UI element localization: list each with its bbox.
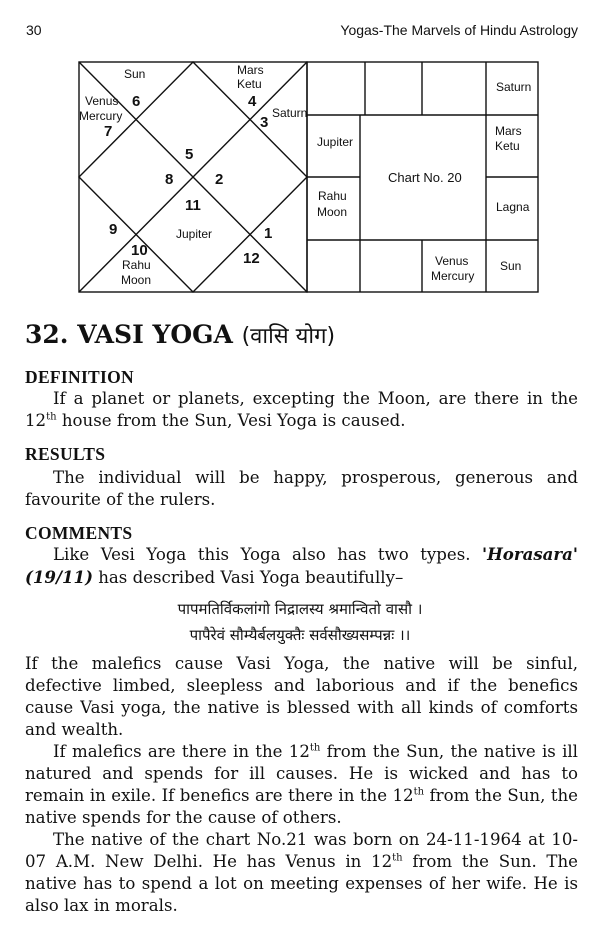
cell-label: Rahu: [318, 189, 347, 203]
cell-label: Sun: [500, 259, 522, 273]
house-label: Jupiter: [176, 227, 213, 241]
definition-heading: DEFINITION: [25, 367, 134, 387]
paragraph-2: If malefics are there in the 12th from the Sun, the native is ill natured and spends for ill causes. He is wicked and has to remain in exile. If benefics are there in the 12th from the Sun, the native spends for the cause of others.: [25, 742, 579, 827]
house-number: 4: [248, 93, 257, 110]
house-number: 6: [132, 93, 141, 110]
house-label: Saturn: [272, 106, 308, 120]
paragraph-3: The native of the chart No.21 was born on 24-11-1964 at 10-07 A.M. New Delhi. He has Venus in 12th from the Sun. The native has to spend a lot on meeting expenses of her wife. He is also lax in morals.: [25, 830, 578, 915]
house-number: 8: [165, 171, 174, 188]
house-number: 5: [185, 146, 194, 163]
cell-label: Lagna: [496, 200, 530, 214]
house-label: Ketu: [237, 77, 262, 91]
comments-heading: COMMENTS: [25, 523, 133, 543]
comments-text: Like Vesi Yoga this Yoga also has two types. 'Horasara' (19/11) has described Vasi Yoga beautifully–: [25, 544, 578, 587]
definition-text: If a planet or planets, excepting the Moon, are there in the 12th house from the Sun, Vesi Yoga is caused.: [25, 389, 578, 430]
house-number: 2: [215, 171, 224, 188]
birth-charts: [0, 0, 600, 300]
house-number: 11: [185, 197, 201, 214]
sanskrit-verse-line-2: पापैरेवं सौम्यैर्बलयुक्तैः सर्वसौख्यसम्पन्नः ।।: [189, 626, 411, 644]
house-number: 9: [109, 221, 118, 238]
house-number: 3: [260, 114, 269, 131]
cell-label: Moon: [317, 205, 348, 219]
south-chart-labels: [317, 80, 531, 283]
results-text: The individual will be happy, prosperous, generous and favourite of the rulers.: [25, 468, 578, 509]
sanskrit-verse-line-1: पापमतिर्विकलांगो निद्रालस्य श्रमान्वितो वासौ ।: [177, 600, 423, 618]
house-label: Mercury: [79, 109, 123, 123]
cell-label: Mercury: [431, 269, 475, 283]
house-label: Mars: [237, 63, 264, 77]
house-label: Venus: [85, 94, 119, 108]
cell-label: Jupiter: [317, 135, 354, 149]
house-label: Sun: [124, 67, 146, 81]
cell-label: Venus: [435, 254, 469, 268]
paragraph-1: If the malefics cause Vasi Yoga, the native will be sinful, defective limbed, sleepless and laborious and if the benefics cause Vasi yoga, the native is blessed with all kinds of comforts and wealth.: [25, 654, 578, 739]
results-heading: RESULTS: [25, 444, 106, 464]
running-title: Yogas-The Marvels of Hindu Astrology: [340, 22, 578, 38]
house-label: Moon: [121, 273, 152, 287]
house-number: 7: [104, 123, 113, 140]
page-number: 30: [26, 22, 42, 38]
section-title: 32. VASI YOGA (वासि योग): [25, 320, 336, 349]
house-label: Rahu: [122, 258, 151, 272]
house-number: 12: [243, 250, 260, 267]
cell-label: Ketu: [495, 139, 520, 153]
cell-label: Saturn: [496, 80, 532, 94]
chart-title: Chart No. 20: [388, 170, 462, 185]
section-title-hindi: (वासि योग): [241, 324, 336, 349]
cell-label: Mars: [495, 124, 522, 138]
house-number: 1: [264, 225, 273, 242]
house-number: 10: [131, 242, 148, 259]
